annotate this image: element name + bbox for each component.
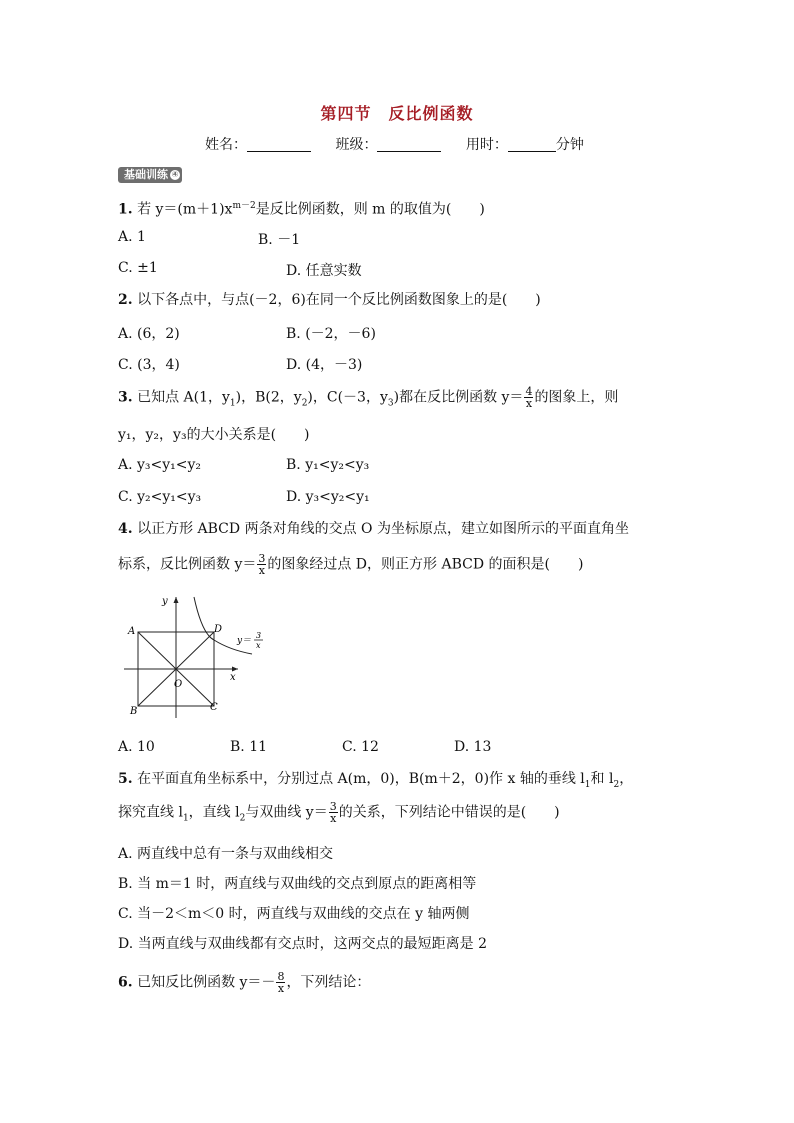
option-b[interactable]: B. 11 <box>230 739 268 755</box>
point-b-label: B <box>130 706 138 717</box>
exponent: m－2 <box>232 201 256 211</box>
curve-label-denominator: x <box>256 641 261 650</box>
section-badge <box>118 167 182 183</box>
option-b[interactable]: B. (－2，－6) <box>286 326 376 342</box>
x-axis-label: x <box>230 672 236 683</box>
option-a[interactable]: A. y₃<y₁<y₂ <box>118 457 202 473</box>
name-blank[interactable] <box>247 137 311 152</box>
square-hyperbola-figure <box>118 592 278 724</box>
y-axis-arrow <box>174 597 179 603</box>
class-label: 班级： <box>335 137 378 153</box>
point-a-label: A <box>128 626 136 637</box>
option-c[interactable]: C. y₂<y₁<y₃ <box>118 489 202 505</box>
option-d[interactable]: D. (4，－3) <box>286 357 363 373</box>
point-c-label: C <box>210 702 218 713</box>
page-title: 第四节 反比例函数 <box>320 104 474 123</box>
question-4 <box>118 519 629 539</box>
time-blank[interactable] <box>508 137 556 152</box>
y-axis-label: y <box>162 596 168 607</box>
question-number: 4. <box>118 521 133 537</box>
section-number-icon: ④ <box>171 170 179 179</box>
question-2 <box>118 290 541 310</box>
option-a[interactable]: A. 10 <box>118 739 155 755</box>
option-d[interactable]: D. 任意实数 <box>286 263 362 279</box>
question-5-line-2: 探究直线 $l_1$，直线 $l_2$与双曲线 y＝ $\frac{3}{x}$ 的关系，下列结论中错误的是( ) <box>118 800 560 825</box>
question-text: 若 y＝(m＋1)x <box>137 201 233 218</box>
student-info-row <box>205 134 584 154</box>
question-number: 1. <box>118 201 133 218</box>
option-b[interactable]: B. y₁<y₂<y₃ <box>286 457 370 473</box>
option-c[interactable]: C. ±1 <box>118 260 158 276</box>
question-text: 已知点 A(1，y <box>137 389 230 406</box>
question-text: 已知反比例函数 y＝－ <box>137 974 276 991</box>
point-d-label: D <box>214 624 223 635</box>
option-c[interactable]: C. 12 <box>342 739 379 755</box>
question-number: 3. <box>118 389 133 406</box>
question-text: )，B(2，y <box>235 389 302 406</box>
fraction: $\frac{3}{x}$ <box>329 800 337 825</box>
question-text: 的关系，下列结论中错误的是( ) <box>338 804 560 821</box>
question-text: 的图象上，则 <box>534 389 619 406</box>
option-a[interactable]: A. 两直线中总有一条与双曲线相交 <box>118 846 334 862</box>
question-text: 的图象经过点 D，则正方形 ABCD 的面积是( ) <box>267 556 584 573</box>
question-text: 是反比例函数，则 m 的取值为( ) <box>255 201 485 218</box>
question-text: 以正方形 ABCD 两条对角线的交点 O 为坐标原点，建立如图所示的平面直角坐 <box>137 521 629 537</box>
curve-label: y＝ <box>237 636 252 646</box>
fraction: $\frac{8}{x}$ <box>277 970 285 995</box>
question-text: 和 l <box>590 771 614 787</box>
question-text: 在平面直角坐标系中，分别过点 A(m，0)，B(m＋2，0)作 x 轴的垂线 l <box>137 771 585 787</box>
option-a[interactable]: A. (6，2) <box>118 326 180 342</box>
question-5: 5. 在平面直角坐标系中，分别过点 A(m，0)，B(m＋2，0)作 x 轴的垂线 $l_1$和 $l_2$， <box>118 771 634 790</box>
question-4-line-2 <box>118 553 583 576</box>
question-text: 以下各点中，与点(－2，6)在同一个反比例函数图象上的是( ) <box>137 292 541 308</box>
x-axis-arrow <box>232 667 238 672</box>
question-number: 5. <box>118 771 133 787</box>
question-1 <box>118 196 485 220</box>
class-blank[interactable] <box>377 137 441 152</box>
question-6 <box>118 971 370 994</box>
question-text: 标系，反比例函数 y＝ <box>118 556 257 573</box>
question-text: ，直线 l <box>188 804 240 821</box>
fraction: $\frac{4}{x}$ <box>525 385 533 410</box>
option-c[interactable]: C. (3，4) <box>118 357 180 373</box>
section-badge-label: 基础训练 <box>124 168 168 181</box>
option-d[interactable]: D. 13 <box>454 739 492 755</box>
question-text: ，下列结论： <box>286 974 371 991</box>
time-unit: 分钟 <box>555 137 584 153</box>
question-number: 2. <box>118 292 133 308</box>
curve-label-numerator: 3 <box>256 631 262 640</box>
option-b[interactable]: B. －1 <box>258 232 301 248</box>
origin-label: O <box>174 679 183 690</box>
option-b[interactable]: B. 当 m＝1 时，两直线与双曲线的交点到原点的距离相等 <box>118 876 477 892</box>
question-text: 与双曲线 y＝ <box>245 804 328 821</box>
question-text: )都在反比例函数 y＝ <box>393 389 524 406</box>
fraction: $\frac{3}{x}$ <box>258 552 266 577</box>
question-text: 探究直线 l <box>118 804 183 821</box>
question-number: 6. <box>118 974 133 991</box>
option-a[interactable]: A. 1 <box>118 229 146 245</box>
question-text: )，C(－3，y <box>307 389 388 406</box>
question-3: 3. 已知点 A(1，$y_1$)，B(2，$y_2$)，C(－3，$y_3$)都在反比例函数 y＝ $\frac{4}{x}$ 的图象上，则 <box>118 385 619 410</box>
time-label: 用时： <box>465 137 508 153</box>
question-3-line-2: y₁，y₂，y₃的大小关系是( ) <box>118 427 310 443</box>
name-label: 姓名： <box>205 137 247 153</box>
option-d[interactable]: D. 当两直线与双曲线都有交点时，这两交点的最短距离是 2 <box>118 936 487 952</box>
option-d[interactable]: D. y₃<y₂<y₁ <box>286 489 370 505</box>
option-c[interactable]: C. 当－2＜m＜0 时，两直线与双曲线的交点在 y 轴两侧 <box>118 906 470 922</box>
